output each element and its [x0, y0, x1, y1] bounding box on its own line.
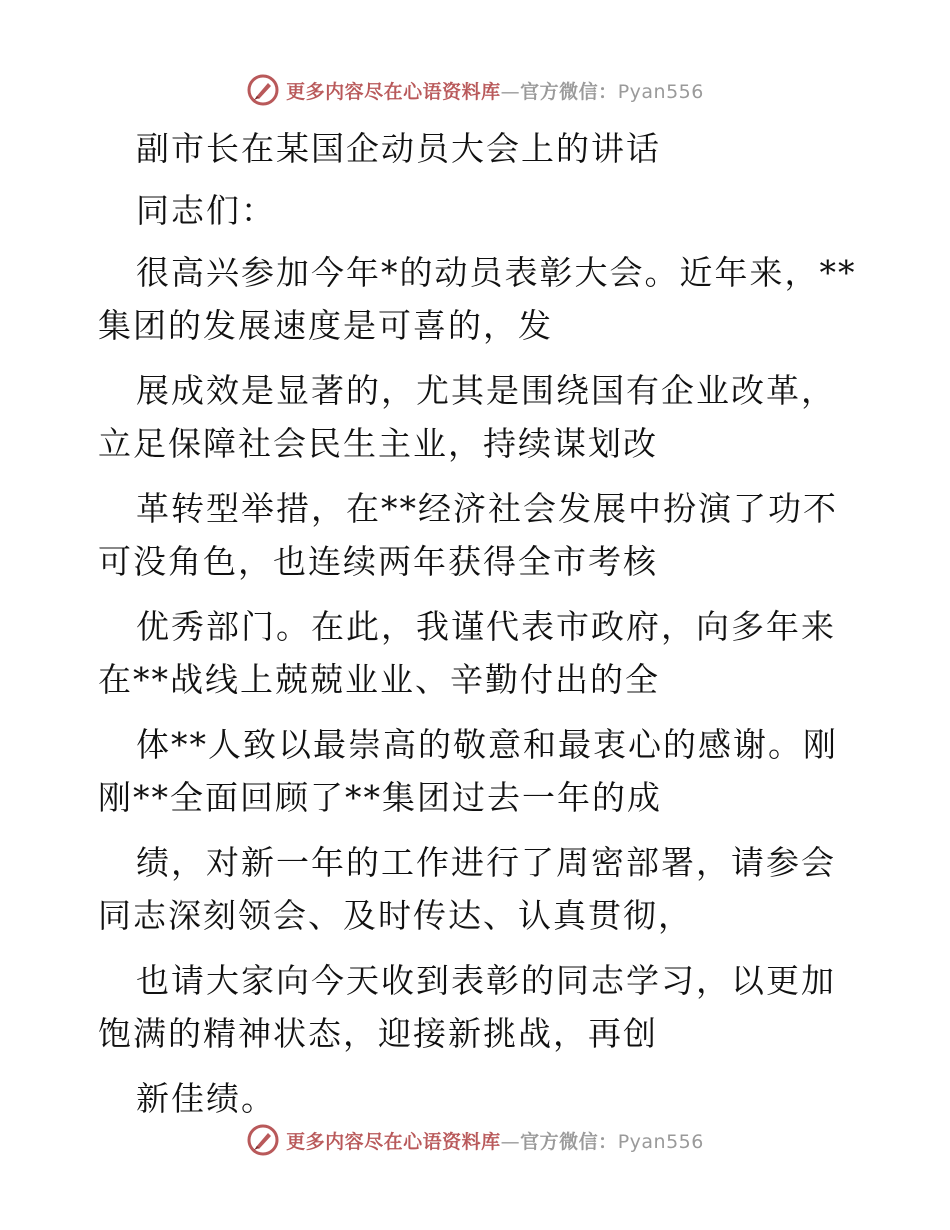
paragraph-6: 绩，对新一年的工作进行了周密部署，请参会同志深刻领会、及时传达、认真贯彻，	[98, 843, 836, 935]
watermark-id: Pyan556	[617, 80, 704, 103]
paragraph-3: 革转型举措，在**经济社会发展中扮演了功不可没角色，也连续两年获得全市考核	[98, 489, 838, 581]
watermark-sub: 官方微信：	[520, 80, 618, 103]
quill-pen-logo-icon	[246, 73, 280, 107]
watermark-footer	[0, 1120, 950, 1160]
document-title: 副市长在某国企动员大会上的讲话	[136, 129, 661, 168]
document-body	[98, 122, 858, 1137]
paragraph-8: 新佳绩。	[136, 1079, 276, 1118]
watermark-header	[0, 70, 950, 110]
watermark-main: 更多内容尽在心语资料库	[286, 80, 501, 103]
watermark-text	[286, 77, 704, 104]
watermark-sub: 官方微信：	[520, 1130, 618, 1153]
paragraph-4: 优秀部门。在此，我谨代表市政府，向多年来在**战线上兢兢业业、辛勤付出的全	[98, 607, 836, 699]
salutation: 同志们：	[136, 191, 276, 230]
paragraph-7: 也请大家向今天收到表彰的同志学习，以更加饱满的精神状态，迎接新挑战，再创	[98, 961, 836, 1053]
watermark-id: Pyan556	[617, 1130, 704, 1153]
quill-pen-logo-icon	[246, 1123, 280, 1157]
paragraph-2: 展成效是显著的，尤其是围绕国有企业改革，立足保障社会民生主业，持续谋划改	[98, 371, 836, 463]
watermark-separator: —	[500, 80, 521, 103]
watermark-text	[286, 1127, 704, 1154]
paragraph-1: 很高兴参加今年*的动员表彰大会。近年来，**集团的发展速度是可喜的，发	[98, 253, 857, 345]
watermark-separator: —	[500, 1130, 521, 1153]
paragraph-5: 体**人致以最崇高的敬意和最衷心的感谢。刚刚**全面回顾了**集团过去一年的成	[98, 725, 838, 817]
watermark-main: 更多内容尽在心语资料库	[286, 1130, 501, 1153]
